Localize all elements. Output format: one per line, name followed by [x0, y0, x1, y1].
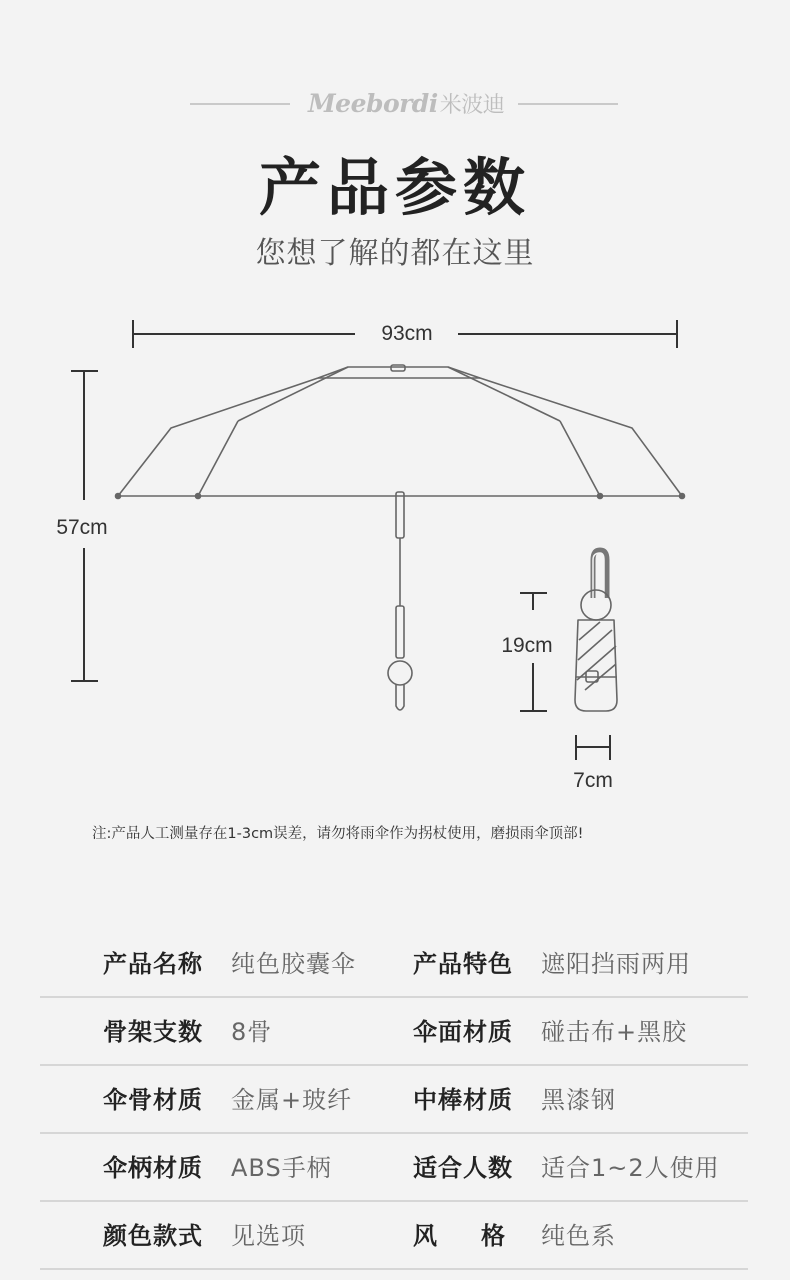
brand-logo [308, 88, 504, 119]
spec-label: 伞柄材质 [103, 1154, 203, 1182]
closed-width-label: 7cm [573, 769, 613, 792]
spec-label: 风格 [413, 1222, 549, 1250]
spec-label: 颜色款式 [103, 1222, 203, 1250]
open-height-label: 57cm [56, 516, 108, 539]
open-width-label: 93cm [381, 322, 433, 345]
spec-value: 纯色胶囊伞 [231, 950, 356, 978]
disclaimer-note: 注:产品人工测量存在1-3cm误差，请勿将雨伞作为拐杖使用，磨损雨伞顶部! [92, 826, 584, 842]
spec-label: 中棒材质 [413, 1086, 513, 1114]
page-subtitle: 您想了解的都在这里 [255, 236, 535, 271]
brand-divider-left [190, 103, 290, 105]
closed-umbrella-illustration [575, 550, 617, 711]
brand-divider-right [518, 103, 618, 105]
page-title: 产品参数 [258, 151, 531, 224]
spec-row [40, 998, 748, 1066]
spec-value: 金属+玻纤 [231, 1086, 353, 1114]
spec-table [40, 930, 748, 1270]
brand-header [0, 86, 790, 122]
spec-label: 适合人数 [413, 1154, 513, 1182]
spec-value: 遮阳挡雨两用 [541, 950, 691, 978]
spec-value: 纯色系 [541, 1222, 616, 1250]
brand-logo-text: Meebordi [308, 89, 438, 118]
closed-length-label: 19cm [501, 634, 553, 657]
spec-row [40, 1066, 748, 1134]
spec-label: 产品名称 [103, 950, 203, 978]
spec-label: 伞面材质 [413, 1018, 513, 1046]
spec-label: 产品特色 [413, 950, 513, 978]
spec-value: ABS手柄 [231, 1154, 332, 1182]
spec-value: 适合1~2人使用 [541, 1154, 720, 1182]
spec-value: 见选项 [231, 1222, 306, 1250]
spec-row [40, 930, 748, 998]
spec-row [40, 1202, 748, 1270]
spec-value: 碰击布+黑胶 [541, 1018, 688, 1046]
spec-label: 骨架支数 [103, 1018, 203, 1046]
closed-width-dimension [576, 735, 610, 760]
umbrella-dimension-diagram [0, 300, 790, 810]
spec-value: 8骨 [231, 1018, 273, 1046]
brand-logo-cn: 米波迪 [439, 93, 505, 118]
open-umbrella-illustration [116, 365, 685, 710]
spec-value: 黑漆钢 [541, 1086, 616, 1114]
spec-row [40, 1134, 748, 1202]
spec-label: 伞骨材质 [103, 1086, 203, 1114]
